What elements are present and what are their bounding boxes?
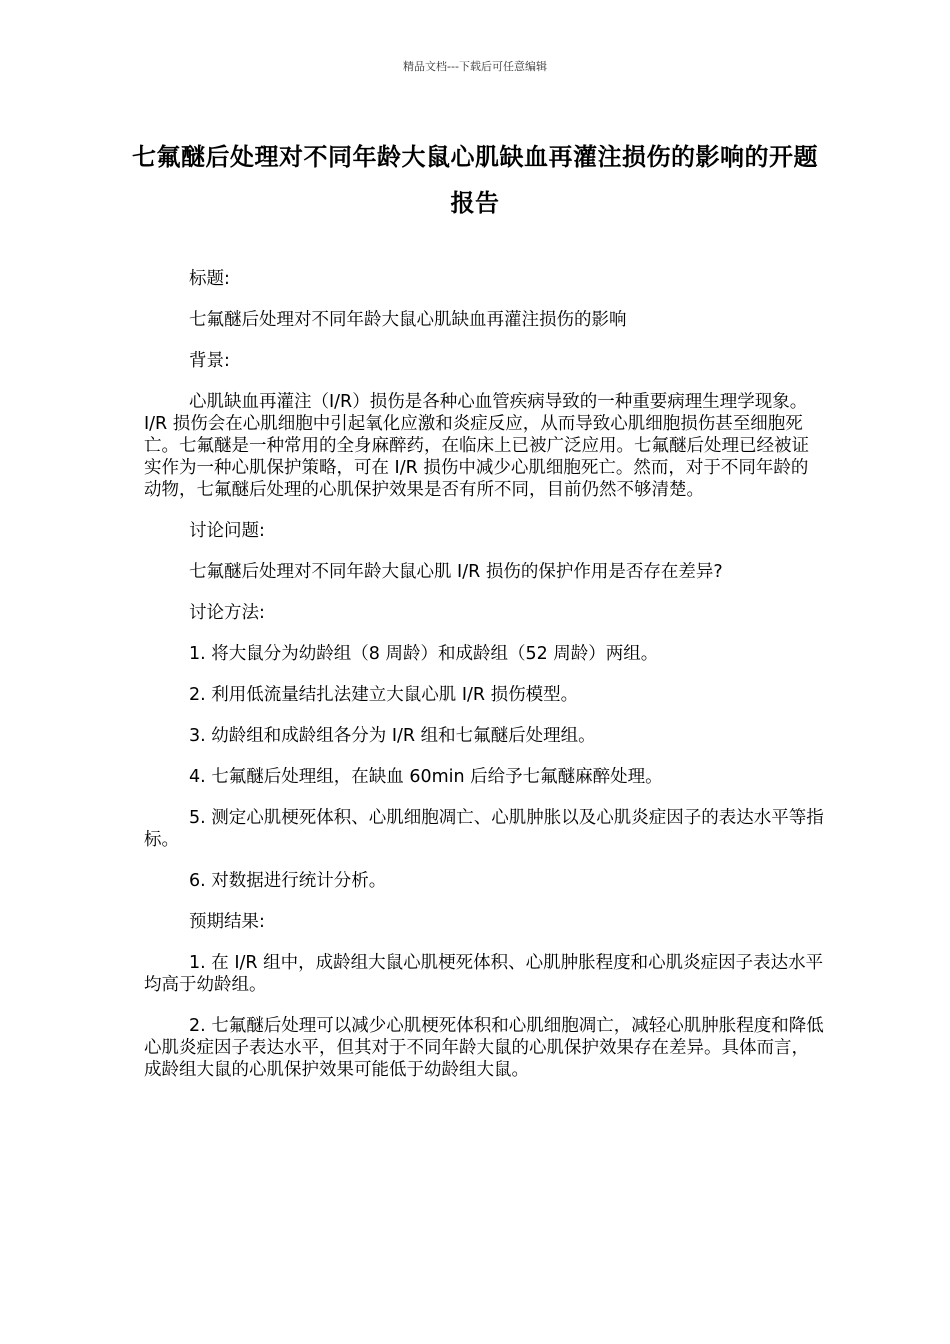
method-item-6: 6. 对数据进行统计分析。: [189, 871, 387, 891]
result-item-1: 1. 在 I/R 组中，成龄组大鼠心肌梗死体积、心肌肿胀程度和心肌炎症因子表达水平均高于幼龄组。: [144, 953, 824, 995]
method-item-3: 3. 幼龄组和成龄组各分为 I/R 组和七氟醚后处理组。: [189, 726, 596, 746]
question-text: 七氟醚后处理对不同年龄大鼠心肌 I/R 损伤的保护作用是否存在差异?: [189, 562, 723, 582]
method-item-1: 1. 将大鼠分为幼龄组（8 周龄）和成龄组（52 周龄）两组。: [189, 644, 659, 664]
page-header: 精品文档---下载后可任意编辑: [403, 60, 547, 73]
question-label: 讨论问题:: [189, 521, 265, 541]
background-paragraph: 心肌缺血再灌注（I/R）损伤是各种心血管疾病导致的一种重要病理生理学现象。I/R 损伤会在心肌细胞中引起氧化应激和炎症反应，从而导致心肌细胞损伤甚至细胞死亡。七氟醚是一种常用的全身麻醉药，在临床上已被广泛应用。七氟醚后处理已经被证实作为一种心肌保护策略，可在 I/R 损伤中减少心肌细胞死亡。然而，对于不同年龄的动物，七氟醚后处理的心肌保护效果是否有所不同，目前仍然不够清楚。: [144, 392, 809, 500]
method-label: 讨论方法:: [189, 603, 265, 623]
title-label: 标题:: [189, 269, 230, 289]
result-label: 预期结果:: [189, 912, 265, 932]
result-item-2: 2. 七氟醚后处理可以减少心肌梗死体积和心肌细胞凋亡，减轻心肌肿胀程度和降低心肌炎症因子表达水平，但其对于不同年龄大鼠的心肌保护效果存在差异。具体而言，成龄组大鼠的心肌保护效果可能低于幼龄组大鼠。: [144, 1016, 824, 1080]
title-text: 七氟醚后处理对不同年龄大鼠心肌缺血再灌注损伤的影响: [189, 310, 627, 330]
document-body: [144, 268, 824, 1100]
document-title: 七氟醚后处理对不同年龄大鼠心肌缺血再灌注损伤的影响的开题报告: [132, 143, 818, 217]
method-item-2: 2. 利用低流量结扎法建立大鼠心肌 I/R 损伤模型。: [189, 685, 579, 705]
method-item-5: 5. 测定心肌梗死体积、心肌细胞凋亡、心肌肿胀以及心肌炎症因子的表达水平等指标。: [144, 808, 824, 850]
method-item-4: 4. 七氟醚后处理组，在缺血 60min 后给予七氟醚麻醉处理。: [189, 767, 663, 787]
background-label: 背景:: [189, 351, 230, 371]
